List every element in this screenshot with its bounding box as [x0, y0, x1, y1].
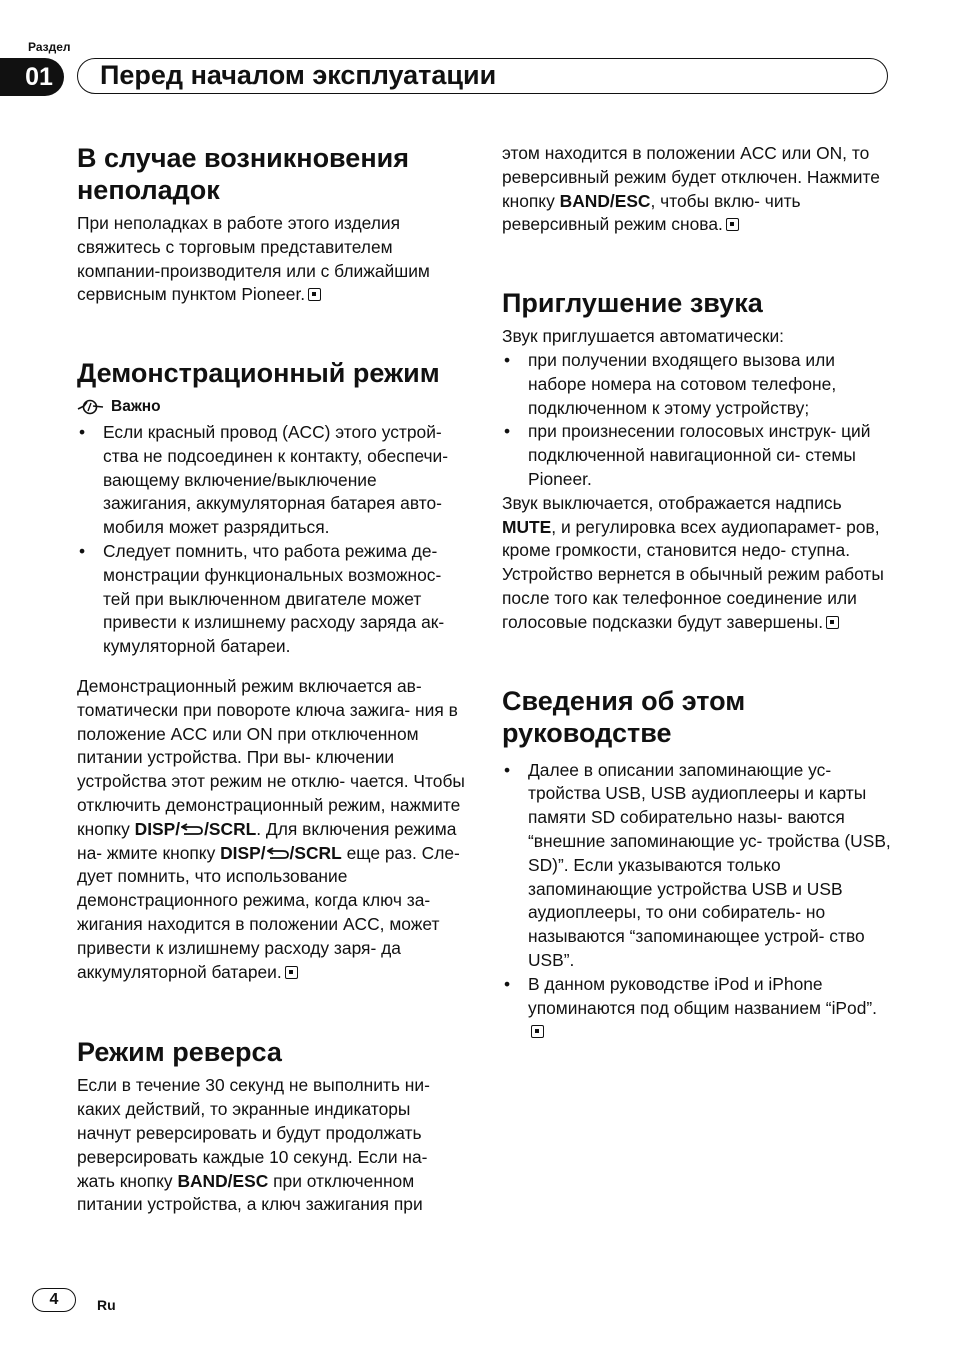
- list-item: • при произнесении голосовых инструк- ций подключенной навигационной си- стемы Pioneer.: [502, 420, 892, 491]
- demo-bullet-list: [77, 421, 467, 659]
- end-mark-icon: [308, 288, 321, 301]
- reverse-text-2: при отключенном питании устройства, а ключ зажигания при: [77, 1170, 423, 1215]
- disp-label: DISP/: [220, 842, 266, 863]
- end-mark-icon: [531, 1025, 544, 1038]
- manual-heading: Сведения об этом руководстве: [502, 685, 746, 748]
- demo-heading: Демонстрационный режим: [77, 358, 440, 389]
- mute-text-1: Звук выключается, отображается надпись: [502, 492, 842, 513]
- demo-text-2: . Для включения режима на- жмите кнопку: [77, 818, 457, 863]
- mute-intro: Звук приглушается автоматически:: [502, 326, 785, 347]
- reverse-cont-1: этом находится в положении ACC или ON, то реверсивный режим будет отключен. Нажмите кнопку: [502, 143, 880, 211]
- return-arrow-icon: [181, 823, 203, 835]
- scrl-label: /SCRL: [289, 842, 342, 863]
- mute-label: MUTE: [502, 516, 552, 537]
- section-label: Раздел: [28, 40, 71, 54]
- reverse-heading: Режим реверса: [77, 1037, 282, 1068]
- disp-label: DISP/: [134, 818, 181, 839]
- return-arrow-icon: [267, 847, 289, 859]
- left-column: [77, 142, 467, 1217]
- important-icon: [77, 399, 105, 415]
- disp-button-label: [135, 819, 257, 839]
- list-item: • Далее в описании запоминающие ус- тройства USB, USB аудиоплееры и карты памяти SD собирательно назы- ваются “внешние запоминающие ус- тройства (USB, SD)”. Если указываются только запоминающие устройства USB и USB аудиоплееры, то они собиратель- но называются “запоминающее устрой- ство USB”.: [502, 759, 892, 973]
- demo-text-1: Демонстрационный режим включается ав- томатически при повороте ключа зажига- ния в положение ACC или ON при отключенном питании устройства. При вы- ключении устройства этот режим не отклю- чается. Чтобы отключить демонстрационный режим, нажмите кнопку: [77, 675, 465, 839]
- disp-button-label-2: [220, 843, 342, 863]
- list-item: • Следует помнить, что работа режима де- монстрации функциональных возможнос- тей при выключенном двигателе может привести к излишнему расходу заряда ак- кумуляторной батареи.: [77, 540, 467, 659]
- reverse-text-1: Если в течение 30 секунд не выполнить ни- каких действий, то экранные индикаторы начнут реверсировать и будут продолжать реверсировать каждые 10 секунд. Если на- жать кнопку: [77, 1075, 430, 1191]
- reverse-text: [77, 1074, 467, 1217]
- scrl-label: /SCRL: [204, 818, 257, 839]
- end-mark-icon: [826, 616, 839, 629]
- mute-paragraph: [502, 492, 892, 635]
- troubleshooting-heading: В случае возникновения неполадок: [77, 143, 409, 205]
- language-code: Ru: [97, 1297, 116, 1313]
- end-mark-icon: [285, 966, 298, 979]
- demo-paragraph: [77, 675, 467, 984]
- reverse-continued: [502, 142, 892, 237]
- mute-bullet-list: [502, 349, 892, 492]
- mute-text-2: , и регулировка всех аудиопарамет- ров, кроме громкости, становится недо- ступна. Устройство вернется в обычный режим работы после того как телефонное соединение или голосовые подсказки будут завершены.: [502, 516, 884, 632]
- end-mark-icon: [726, 218, 739, 231]
- page-number: 4: [32, 1288, 76, 1312]
- band-esc-label: BAND/ESC: [177, 1170, 269, 1191]
- important-label: Важно: [111, 398, 161, 416]
- band-esc-label: BAND/ESC: [559, 190, 651, 211]
- demo-text-3: еще раз. Сле- дует помнить, что использование демонстрационного режима, когда ключ за- жигания находится в положении ACC, может привести к излишнему расходу заря- да аккумуляторной батареи.: [77, 842, 460, 982]
- mute-heading: Приглушение звука: [502, 288, 763, 319]
- list-item: [502, 973, 892, 1044]
- reverse-cont-2: , чтобы вклю- чить реверсивный режим снова.: [502, 190, 801, 235]
- list-item: • Если красный провод (ACC) этого устрой- ства не подсоединен к контакту, обеспечи- вающему включение/выключение зажигания, аккумуляторная батарея авто- мобиля может разрядиться.: [77, 421, 467, 540]
- right-column: [502, 142, 892, 1044]
- troubleshooting-text: [77, 212, 467, 307]
- important-note: [77, 395, 467, 419]
- list-item-text: В данном руководстве iPod и iPhone упоминаются под общим названием “iPod”.: [528, 973, 878, 1018]
- troubleshooting-text-body: При неполадках в работе этого изделия свяжитесь с торговым представителем компании-производителя или с ближайшим сервисным пунктом Pioneer.: [77, 213, 430, 305]
- section-number-tab: 01: [0, 58, 64, 96]
- page-title: Перед началом эксплуатации: [77, 58, 888, 94]
- manual-bullet-list: [502, 759, 892, 1045]
- list-item: • при получении входящего вызова или наборе номера на сотовом телефоне, подключенном к этому устройству;: [502, 349, 892, 420]
